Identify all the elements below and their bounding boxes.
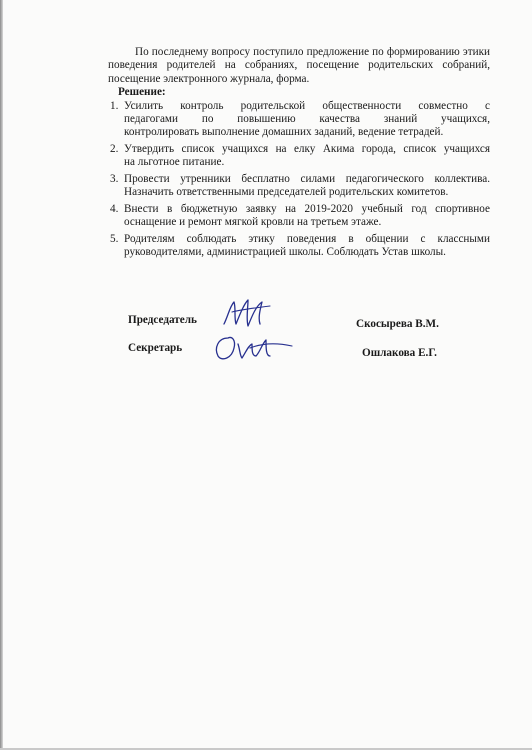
decision-line: Назначить ответственными председателей родительских комитетов. bbox=[124, 186, 449, 199]
decision-line: Родителям соблюдать этику поведения в общении с классными bbox=[124, 233, 490, 246]
decision-number: 1. bbox=[110, 99, 119, 112]
decision-number: 3. bbox=[110, 173, 119, 186]
decision-number: 5. bbox=[110, 233, 119, 246]
decision-line: на льготное питание. bbox=[124, 156, 225, 169]
chair-role: Председатель bbox=[128, 314, 197, 326]
decision-number: 4. bbox=[110, 203, 119, 216]
decision-line: контролировать выполнение домашних заданий, ведение тетрадей. bbox=[124, 126, 444, 139]
secretary-role: Секретарь bbox=[128, 342, 183, 354]
decision-line: руководителями, администрацией школы. Соблюдать Устав школы. bbox=[124, 246, 446, 259]
decision-line: Утвердить список учащихся на елку Акима города, список учащихся bbox=[124, 143, 490, 156]
intro-paragraph: По последнему вопросу поступило предложение по формированию этики поведения родителей на собраниях, посещение родительских собраний, посещение электронного журнала, форма. bbox=[108, 46, 490, 85]
decision-line: Провести утренники бесплатно силами педагогического коллектива. bbox=[124, 173, 490, 186]
decision-line: оснащение и ремонт мягкой кровли на третьем этаже. bbox=[124, 216, 382, 229]
secretary-name: Ошлакова Е.Г. bbox=[362, 347, 437, 359]
decision-line: Усилить контроль родительской общественности совместно с bbox=[124, 99, 490, 112]
chair-name: Скосырева В.М. bbox=[356, 318, 439, 330]
decision-line: Внести в бюджетную заявку на 2019-2020 учебный год спортивное bbox=[124, 203, 490, 216]
decision-heading: Решение: bbox=[118, 85, 166, 98]
decision-line: педагогами по повышению качества знаний учащихся, bbox=[124, 113, 490, 126]
decision-number: 2. bbox=[110, 143, 119, 156]
